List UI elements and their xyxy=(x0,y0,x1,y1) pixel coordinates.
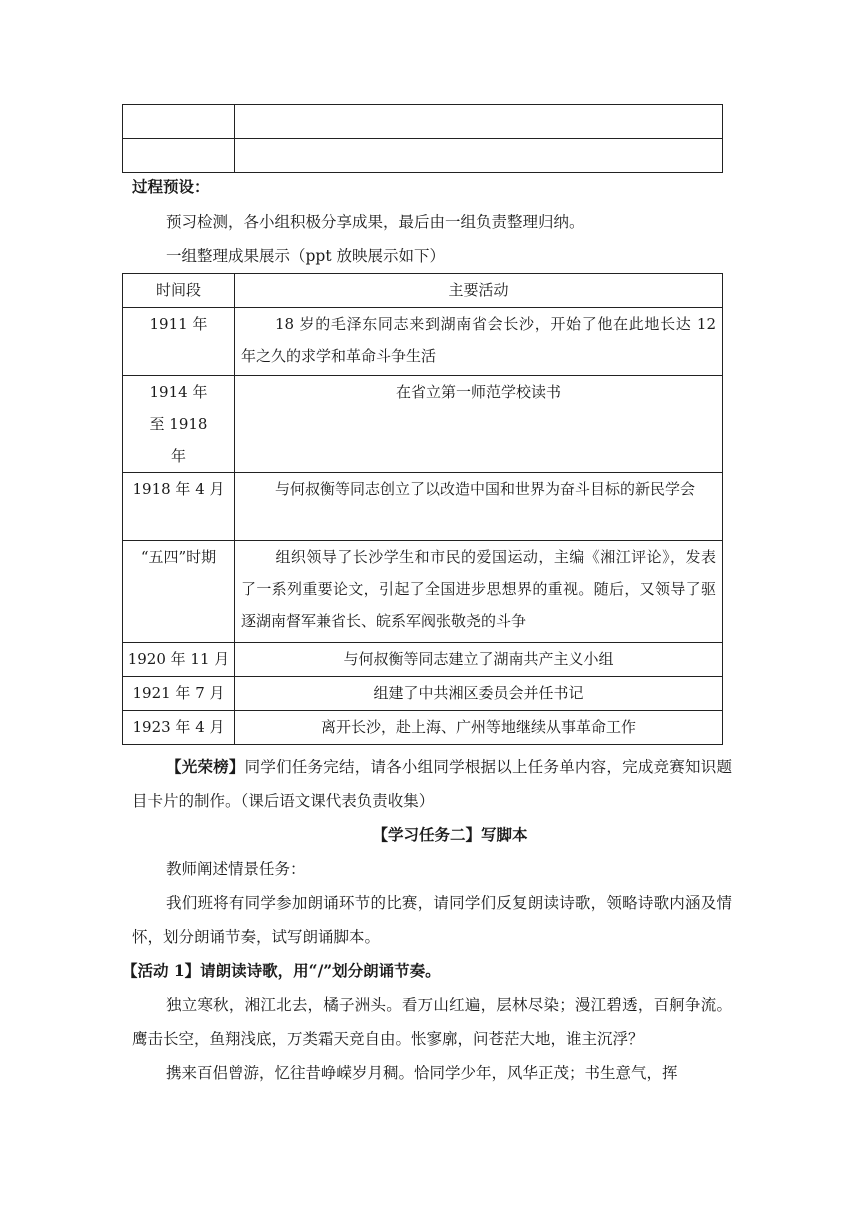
header-activity: 主要活动 xyxy=(235,274,723,308)
process-title: 过程预设： xyxy=(132,177,210,196)
cell-time: 1923 年 4 月 xyxy=(123,711,235,745)
cell-activity xyxy=(235,308,723,376)
scenario-paragraph: 我们班将有同学参加朗诵环节的比赛，请同学们反复朗读诗歌，领略诗歌内涵及情怀，划分朗诵节奏，试写朗诵脚本。 xyxy=(132,894,732,946)
cell-time-text: 1914 年至 1918 年 xyxy=(149,383,208,465)
timeline-table xyxy=(122,273,723,745)
cell-time: 1921 年 7 月 xyxy=(123,677,235,711)
cell-time: 1911 年 xyxy=(123,308,235,376)
showcase-paragraph: 一组整理成果展示（ppt 放映展示如下） xyxy=(166,247,446,265)
task2-title: 【学习任务二】写脚本 xyxy=(372,825,528,844)
empty-cell xyxy=(235,139,723,173)
teacher-paragraph: 教师阐述情景任务： xyxy=(166,860,306,878)
preview-paragraph: 预习检测，各小组积极分享成果，最后由一组负责整理归纳。 xyxy=(166,213,585,231)
empty-table xyxy=(122,104,723,173)
activity1-title: 【活动 1】请朗读诗歌，用“/”划分朗诵节奏。 xyxy=(122,961,441,980)
empty-cell xyxy=(123,105,235,139)
honor-label: 【光荣榜】 xyxy=(166,757,245,776)
cell-time: 1920 年 11 月 xyxy=(123,643,235,677)
honor-text: 同学们任务完结，请各小组同学根据以上任务单内容，完成竞赛知识题目卡片的制作。（课后语文课代表负责收集） xyxy=(132,758,732,810)
cell-activity: 组建了中共湘区委员会并任书记 xyxy=(235,677,723,711)
honor-paragraph xyxy=(132,750,732,818)
poem-stanza-1: 独立寒秋，湘江北去，橘子洲头。看万山红遍，层林尽染；漫江碧透，百舸争流。鹰击长空，鱼翔浅底，万类霜天竞自由。怅寥廓，问苍茫大地，谁主沉浮？ xyxy=(132,996,732,1048)
poem-stanza-2: 携来百侣曾游，忆往昔峥嵘岁月稠。恰同学少年，风华正茂；书生意气，挥 xyxy=(166,1064,678,1082)
cell-activity-text: 组织领导了长沙学生和市民的爱国运动，主编《湘江评论》，发表了一系列重要论文，引起了全国进步思想界的重视。随后，又领导了驱逐湖南督军兼省长、皖系军阀张敬尧的斗争 xyxy=(241,548,716,630)
cell-time xyxy=(123,376,235,473)
cell-activity xyxy=(235,541,723,643)
cell-activity-text: 18 岁的毛泽东同志来到湖南省会长沙，开始了他在此地长达 12 年之久的求学和革命斗争生活 xyxy=(241,315,716,365)
cell-activity: 离开长沙，赴上海、广州等地继续从事革命工作 xyxy=(235,711,723,745)
cell-time: 1918 年 4 月 xyxy=(123,473,235,541)
empty-cell xyxy=(123,139,235,173)
cell-activity: 与何叔衡等同志建立了湖南共产主义小组 xyxy=(235,643,723,677)
cell-activity xyxy=(235,473,723,541)
header-time: 时间段 xyxy=(123,274,235,308)
cell-activity-text: 与何叔衡等同志创立了以改造中国和世界为奋斗目标的新民学会 xyxy=(275,480,696,498)
empty-cell xyxy=(235,105,723,139)
cell-activity: 在省立第一师范学校读书 xyxy=(235,376,723,473)
cell-time: “五四”时期 xyxy=(123,541,235,643)
